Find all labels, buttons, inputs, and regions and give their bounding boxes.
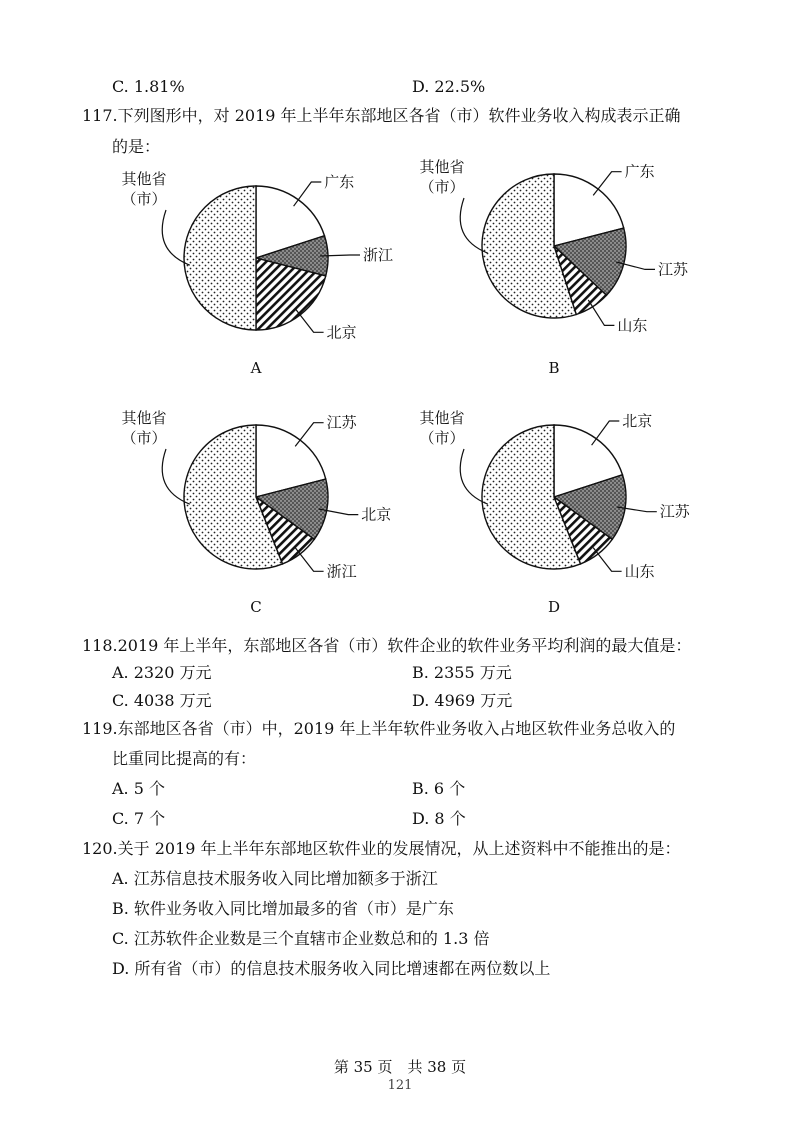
pie-label-other-sub: （市） xyxy=(121,429,167,447)
q117-stem-line2: 的是： xyxy=(112,137,161,156)
pie-label-shandong: 山东 xyxy=(617,316,648,335)
pie-option-letter: B xyxy=(548,359,560,377)
pie-label-other: 其他省 xyxy=(419,409,465,427)
pie-option-letter: C xyxy=(250,598,262,616)
pie-label-guangdong: 广东 xyxy=(324,173,355,191)
pie-label-zhejiang: 浙江 xyxy=(326,562,357,581)
prev-option-c: C. 1.81% xyxy=(112,77,185,96)
q120-option-b: B. 软件业务收入同比增加最多的省（市）是广东 xyxy=(112,899,454,918)
pie-slice-other xyxy=(184,186,256,330)
q120-option-d: D. 所有省（市）的信息技术服务收入同比增速都在两位数以上 xyxy=(112,959,551,978)
pie-label-beijing: 北京 xyxy=(622,412,653,430)
q120-option-c: C. 江苏软件企业数是三个直辖市企业数总和的 1.3 倍 xyxy=(112,929,490,948)
pie-option-letter: D xyxy=(547,598,561,616)
pie-label-other-sub: （市） xyxy=(419,429,465,447)
pie-chart-b xyxy=(419,158,689,377)
pie-label-other-sub: （市） xyxy=(121,190,167,208)
pie-chart-c xyxy=(121,409,391,616)
q118-option-c: C. 4038 万元 xyxy=(112,691,212,710)
pie-label-shandong: 山东 xyxy=(624,562,655,581)
q118-stem: 118.2019 年上半年，东部地区各省（市）软件企业的软件业务平均利润的最大值是： xyxy=(82,636,692,655)
pie-chart-d xyxy=(419,409,690,616)
pie-chart-a xyxy=(121,170,393,377)
pie-label-other: 其他省 xyxy=(121,409,167,427)
q117-stem-line1: 117.下列图形中，对 2019 年上半年东部地区各省（市）软件业务收入构成表示正确 xyxy=(82,106,681,125)
q120-option-a: A. 江苏信息技术服务收入同比增加额多于浙江 xyxy=(112,869,438,888)
q118-option-b: B. 2355 万元 xyxy=(412,663,512,682)
q120-stem: 120.关于 2019 年上半年东部地区软件业的发展情况，从上述资料中不能推出的是： xyxy=(82,839,681,858)
pie-option-letter: A xyxy=(250,359,262,377)
sheet-number: 121 xyxy=(387,1078,413,1093)
pie-label-jiangsu: 江苏 xyxy=(658,260,689,279)
prev-option-d: D. 22.5% xyxy=(412,77,486,96)
pie-label-jiangsu: 江苏 xyxy=(659,502,690,521)
pie-label-other: 其他省 xyxy=(121,170,167,188)
q119-option-d: D. 8 个 xyxy=(412,809,466,828)
pie-label-beijing: 北京 xyxy=(326,323,357,342)
page-footer: 第 35 页 共 38 页 xyxy=(333,1058,467,1076)
pie-label-guangdong: 广东 xyxy=(624,162,655,181)
q119-stem-line1: 119.东部地区各省（市）中，2019 年上半年软件业务收入占地区软件业务总收入的 xyxy=(82,719,676,738)
q119-option-c: C. 7 个 xyxy=(112,809,166,828)
q119-stem-line2: 比重同比提高的有： xyxy=(112,749,257,768)
pie-label-other-sub: （市） xyxy=(419,178,465,196)
pie-label-jiangsu: 江苏 xyxy=(326,413,357,432)
q118-option-d: D. 4969 万元 xyxy=(412,691,513,710)
pie-label-zhejiang: 浙江 xyxy=(363,246,394,264)
q119-option-b: B. 6 个 xyxy=(412,779,466,798)
pie-label-other: 其他省 xyxy=(419,158,465,176)
pie-label-beijing: 北京 xyxy=(361,505,392,524)
q118-option-a: A. 2320 万元 xyxy=(112,663,212,682)
q119-option-a: A. 5 个 xyxy=(112,779,165,798)
